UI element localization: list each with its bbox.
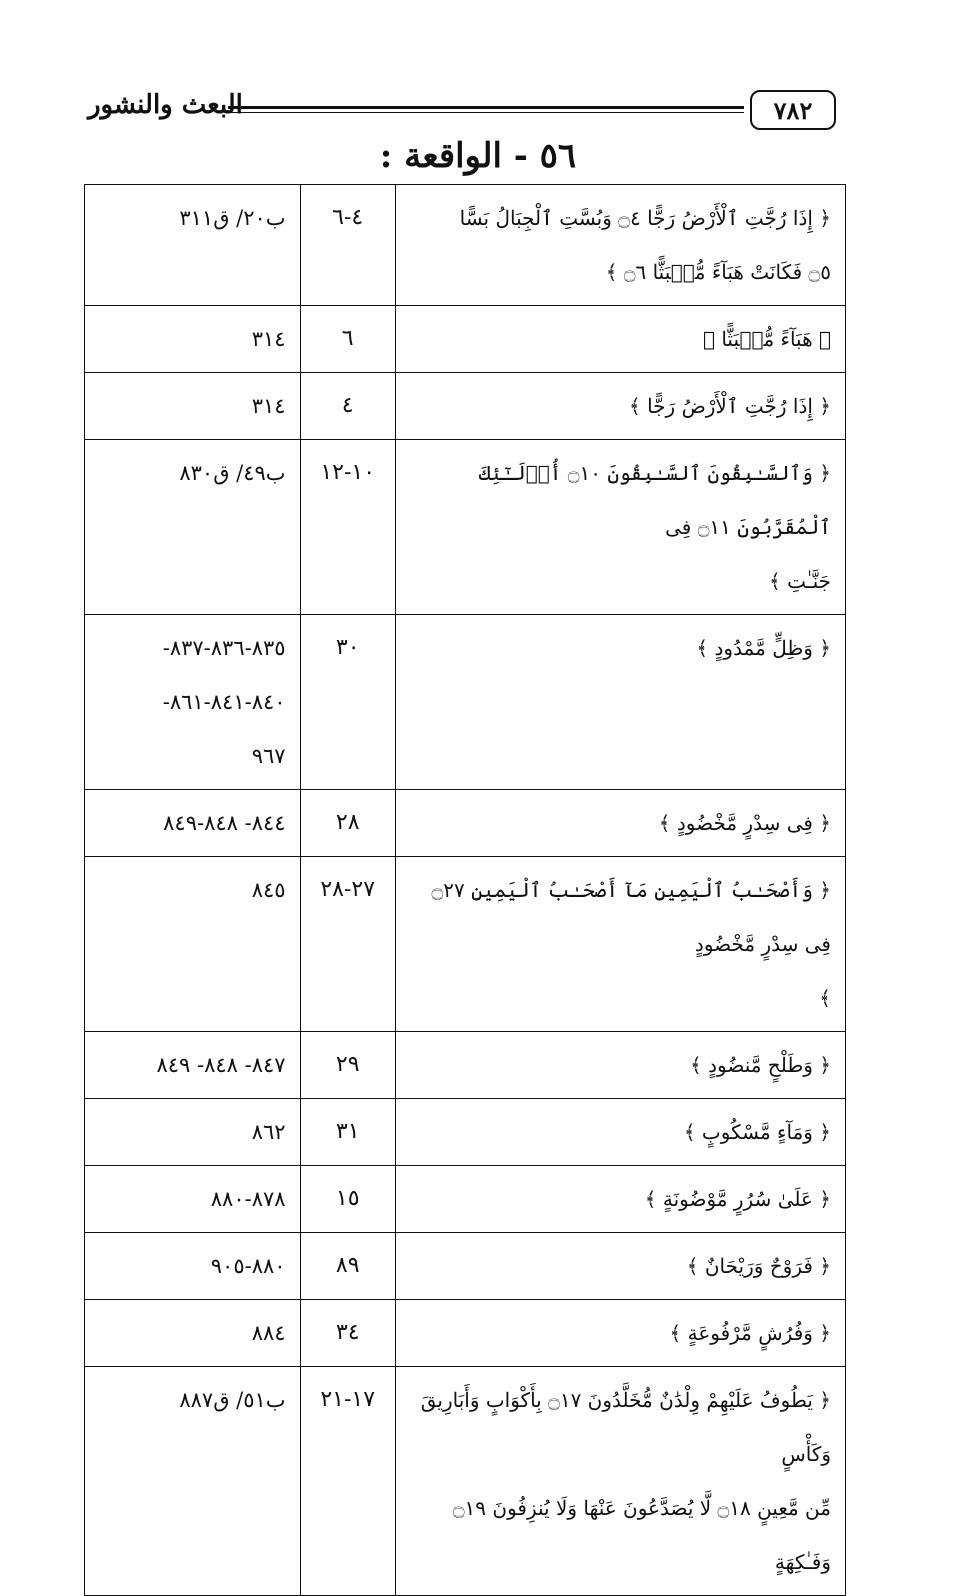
verse-text: مِّن مَّعِينٍ ۝١٨ لَّا يُصَدَّعُونَ عَنْهَا وَلَا يُنزِفُونَ ۝١٩ وَفَـٰكِهَةٍ: [452, 1496, 831, 1574]
reference-text: ب٢٠/ ق٣١١: [179, 206, 286, 230]
verse-text: ﴾: [819, 986, 831, 1010]
verse-cell: [395, 1032, 845, 1099]
ayah-number-cell: ٣١: [300, 1099, 395, 1166]
reference-text: ٨٤٠-٨٤١-٨٦١-: [162, 690, 286, 714]
reference-cell: [85, 1367, 301, 1596]
reference-text: ٣١٤: [251, 394, 286, 418]
reference-cell: [85, 185, 301, 306]
ayah-number-cell: ٨٩: [300, 1233, 395, 1300]
reference-text: ٨٨٠-٩٠٥: [210, 1254, 286, 1278]
verse-text: ﴿ وَمَآءٍ مَّسْكُوبٍ ﴾: [683, 1120, 831, 1144]
verse-text: ﴿ فَرَوْحٌ وَرَيْحَانٌ ﴾: [686, 1254, 831, 1278]
ayah-number-cell: ٢٨: [300, 790, 395, 857]
table-row: [85, 790, 846, 857]
ayah-number-cell: ٤-٦: [300, 185, 395, 306]
ayah-number-cell: ١٠-١٢: [300, 440, 395, 615]
reference-cell: [85, 615, 301, 790]
table-row: [85, 373, 846, 440]
table-row: [85, 1300, 846, 1367]
table-row: [85, 306, 846, 373]
verse-text: ﴿ إِذَا رُجَّتِ ٱلْأَرْضُ رَجًّا ۝٤ وَبُسَّتِ ٱلْجِبَالُ بَسًّا: [459, 206, 831, 230]
verse-text: ﴿ وَطَلْحٍ مَّنضُودٍ ﴾: [690, 1053, 831, 1077]
reference-cell: [85, 1300, 301, 1367]
reference-cell: [85, 373, 301, 440]
verse-cell: [395, 440, 845, 615]
reference-cell: [85, 790, 301, 857]
verse-cell: [395, 1166, 845, 1233]
verse-cell: [395, 1367, 845, 1596]
verse-text: ۝٥ فَكَانَتْ هَبَآءً مُّنۢبَثًّا ۝٦ ﴾: [605, 260, 831, 284]
reference-cell: [85, 857, 301, 1032]
verse-text: ﴿ عَلَىٰ سُرُرٍ مَّوْضُونَةٍ ﴾: [644, 1187, 831, 1211]
reference-text: ٨٤٥: [251, 878, 286, 902]
verse-text: ﴿ فِى سِدْرٍ مَّخْضُودٍ ﴾: [658, 811, 831, 835]
verse-text: ﴿ هَبَآءً مُّنۢبَثًّا ﴾: [702, 327, 831, 351]
table-row: [85, 185, 846, 306]
page-header: [88, 86, 848, 134]
ayah-number-cell: ٣٤: [300, 1300, 395, 1367]
ayah-number-cell: ٢٧-٢٨: [300, 857, 395, 1032]
ayah-number-cell: ٢٩: [300, 1032, 395, 1099]
verse-cell: [395, 185, 845, 306]
reference-text: ٨٣٥-٨٣٦-٨٣٧-: [162, 636, 286, 660]
table-row: [85, 857, 846, 1032]
reference-text: ب٤٩/ ق٨٣٠: [179, 461, 286, 485]
book-title: البعث والنشور: [88, 90, 243, 120]
reference-text: ٨٤٧- ٨٤٨- ٨٤٩: [156, 1053, 286, 1077]
reference-text: ٣١٤: [251, 327, 286, 351]
ayah-number-cell: ٤: [300, 373, 395, 440]
table-row: [85, 1166, 846, 1233]
verse-cell: [395, 1099, 845, 1166]
reference-text: ٨٤٤- ٨٤٨-٨٤٩: [163, 811, 286, 835]
ayah-number-cell: ٦: [300, 306, 395, 373]
reference-text: ٩٦٧: [251, 744, 286, 768]
verse-text: ﴿ وَٱلسَّـٰبِقُونَ ٱلسَّـٰبِقُونَ ۝١٠ أُو۟لَـٰٓئِكَ ٱلْمُقَرَّبُونَ ۝١١ فِى: [478, 461, 831, 539]
verse-text: ﴿ إِذَا رُجَّتِ ٱلْأَرْضُ رَجًّا ﴾: [629, 394, 831, 418]
reference-text: ٨٦٢: [251, 1120, 286, 1144]
verse-cell: [395, 857, 845, 1032]
reference-cell: [85, 1099, 301, 1166]
table-row: [85, 1367, 846, 1596]
table-row: [85, 615, 846, 790]
verse-text: ﴿ وَظِلٍّ مَّمْدُودٍ ﴾: [696, 636, 831, 660]
surah-title: ٥٦ - الواقعة :: [379, 136, 577, 176]
table-row: [85, 1099, 846, 1166]
ayah-number-cell: ١٧-٢١: [300, 1367, 395, 1596]
reference-cell: [85, 1032, 301, 1099]
verse-cell: [395, 1300, 845, 1367]
reference-cell: [85, 306, 301, 373]
verse-text: جَنَّـٰتِ ﴾: [769, 569, 831, 593]
header-rule: [228, 106, 744, 113]
verse-cell: [395, 790, 845, 857]
reference-text: ٨٧٨-٨٨٠: [210, 1187, 286, 1211]
ayah-number-cell: ٣٠: [300, 615, 395, 790]
reference-text: ب٥١/ ق٨٨٧: [179, 1388, 286, 1412]
verse-index-table: [84, 184, 846, 1596]
verse-cell: [395, 373, 845, 440]
ayah-number-cell: ١٥: [300, 1166, 395, 1233]
verse-text: ﴿ يَطُوفُ عَلَيْهِمْ وِلْدَٰنٌ مُّخَلَّدُونَ ۝١٧ بِأَكْوَابٍ وَأَبَارِيقَ وَكَأْسٍ: [420, 1388, 831, 1466]
reference-cell: [85, 1233, 301, 1300]
reference-cell: [85, 440, 301, 615]
reference-cell: [85, 1166, 301, 1233]
verse-cell: [395, 306, 845, 373]
verse-text: ﴿ وَفُرُشٍ مَّرْفُوعَةٍ ﴾: [669, 1321, 831, 1345]
verse-cell: [395, 1233, 845, 1300]
verse-cell: [395, 615, 845, 790]
verse-text: ﴿ وَأَصْحَـٰبُ ٱلْيَمِينِ مَآ أَصْحَـٰبُ ٱلْيَمِينِ ۝٢٧ فِى سِدْرٍ مَّخْضُودٍ: [431, 878, 831, 956]
reference-text: ٨٨٤: [251, 1321, 286, 1345]
table-row: [85, 1032, 846, 1099]
table-row: [85, 1233, 846, 1300]
page-number: ٧٨٢: [750, 90, 836, 130]
table-row: [85, 440, 846, 615]
